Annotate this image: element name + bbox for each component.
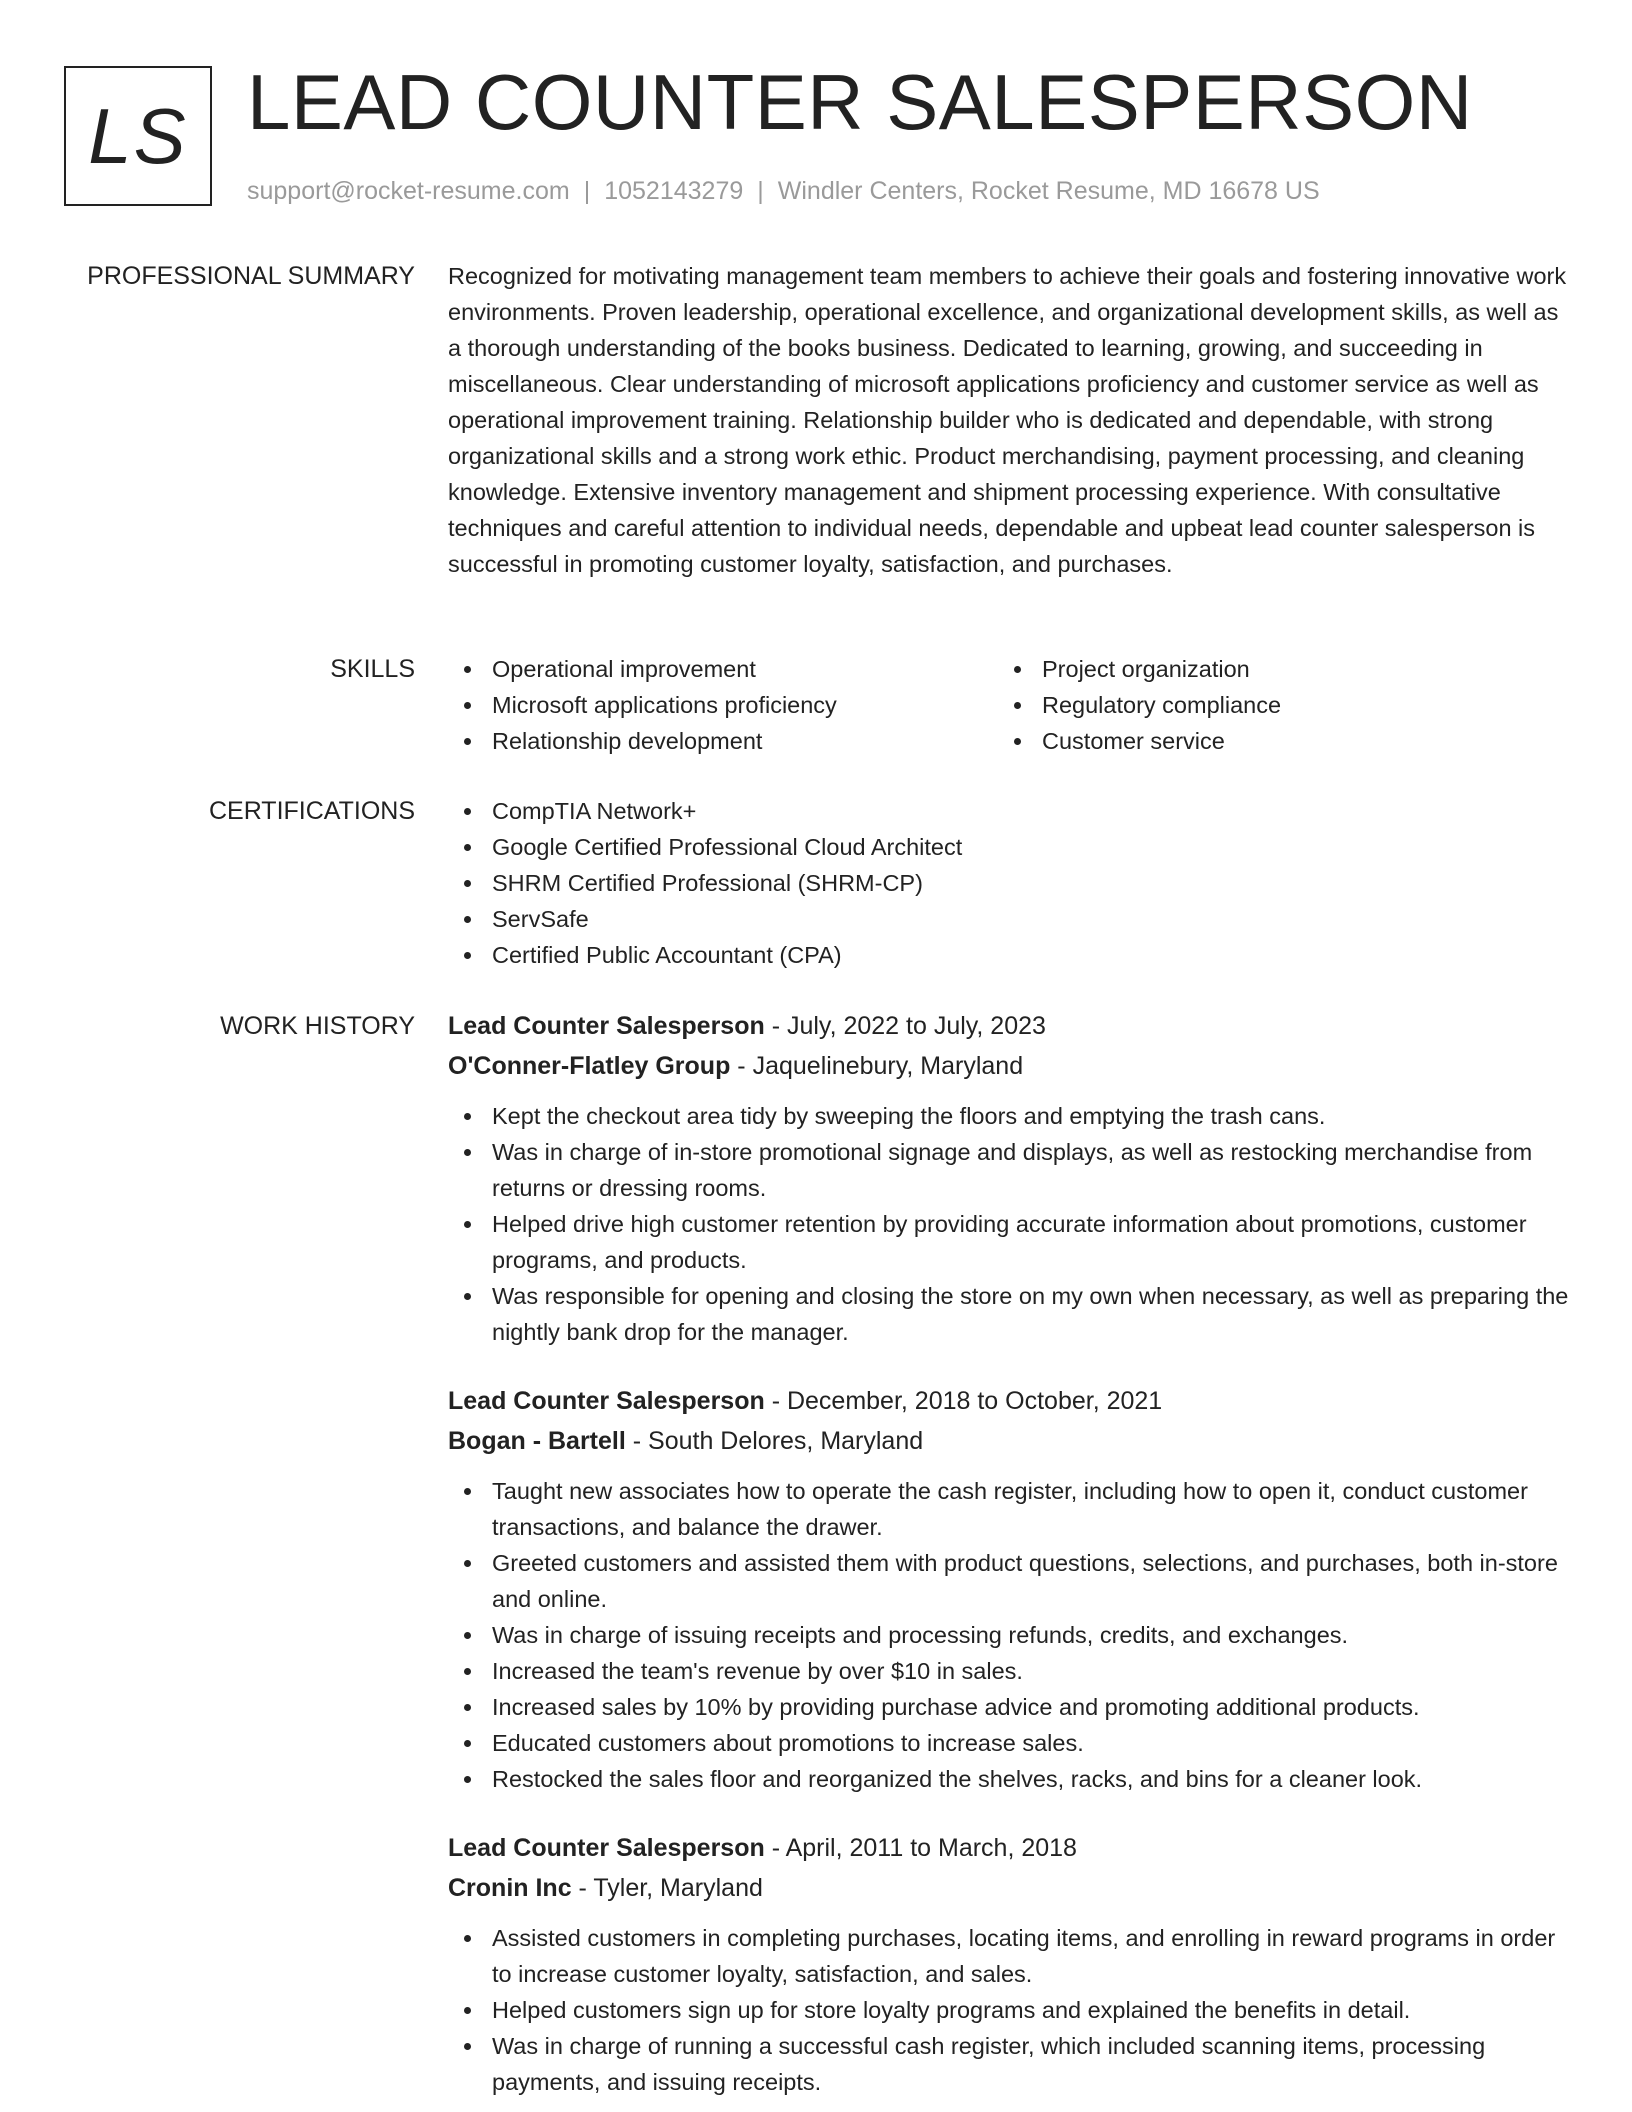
monogram-badge: LS — [64, 66, 212, 206]
list-item: Operational improvement — [448, 651, 998, 687]
contact-separator: | — [583, 177, 591, 205]
list-item: Helped drive high customer retention by providing accurate information about promotions, customer programs, and products. — [448, 1206, 1573, 1278]
job-bullets — [448, 1098, 1573, 1350]
certifications-list — [448, 793, 1573, 973]
summary-text: Recognized for motivating management team members to achieve their goals and fostering innovative work environments. Proven leadership, operational excellence, and organizational development skills, as well as a thorough understanding of the books business. Dedicated to learning, growing, and succeeding in miscellaneous. Clear understanding of microsoft applications proficiency and customer service as well as operational improvement training. Relationship builder who is dedicated and dependable, with strong organizational skills and a strong work ethic. Product merchandising, payment processing, and cleaning knowledge. Extensive inventory management and shipment processing experience. With consultative techniques and careful attention to individual needs, dependable and upbeat lead counter salesperson is successful in promoting customer loyalty, satisfaction, and purchases. — [448, 263, 1567, 577]
job-location: - Tyler, Maryland — [571, 1874, 763, 1902]
job-title-line — [448, 1381, 1573, 1421]
list-item: Customer service — [998, 723, 1548, 759]
job-location: - Jaquelinebury, Maryland — [730, 1052, 1024, 1080]
list-item: ServSafe — [448, 901, 1573, 937]
certifications-label: CERTIFICATIONS — [208, 797, 415, 825]
job-bullets — [448, 1920, 1573, 2100]
list-item: Increased the team's revenue by over $10 in sales. — [448, 1653, 1573, 1689]
job-title-line — [448, 1006, 1573, 1046]
certifications-body — [448, 793, 1573, 973]
job-title: Lead Counter Salesperson — [448, 1012, 765, 1040]
job-company: Cronin Inc — [448, 1874, 572, 1902]
job-dates: - July, 2022 to July, 2023 — [764, 1012, 1046, 1040]
skills-body — [448, 651, 1573, 759]
list-item: Google Certified Professional Cloud Architect — [448, 829, 1573, 865]
list-item: Was in charge of running a successful cash register, which included scanning items, processing payments, and issuing receipts. — [448, 2028, 1573, 2100]
contact-address: Windler Centers, Rocket Resume, MD 16678 US — [777, 177, 1320, 205]
list-item: Project organization — [998, 651, 1548, 687]
job-dates: - December, 2018 to October, 2021 — [764, 1387, 1163, 1415]
job-company: O'Conner-Flatley Group — [448, 1052, 731, 1080]
list-item: Relationship development — [448, 723, 998, 759]
summary-body — [448, 258, 1573, 582]
summary-label: PROFESSIONAL SUMMARY — [87, 262, 415, 290]
job-bullets — [448, 1473, 1573, 1797]
skills-label: SKILLS — [330, 655, 415, 683]
job-title: Lead Counter Salesperson — [448, 1387, 765, 1415]
contact-email: support@rocket-resume.com — [247, 177, 570, 205]
list-item: Certified Public Accountant (CPA) — [448, 937, 1573, 973]
list-item: Assisted customers in completing purchases, locating items, and enrolling in reward programs in order to increase customer loyalty, satisfaction, and sales. — [448, 1920, 1573, 1992]
list-item: Microsoft applications proficiency — [448, 687, 998, 723]
resume-name: LEAD COUNTER SALESPERSON — [247, 58, 1473, 146]
job-company: Bogan - Bartell — [448, 1427, 626, 1455]
list-item: Regulatory compliance — [998, 687, 1548, 723]
list-item: CompTIA Network+ — [448, 793, 1573, 829]
skills-grid — [448, 651, 1573, 759]
job-entry — [448, 1828, 1573, 2100]
job-company-line — [448, 1046, 1573, 1086]
contact-line — [247, 174, 1320, 208]
contact-separator: | — [757, 177, 764, 205]
job-company-line — [448, 1421, 1573, 1461]
list-item: Helped customers sign up for store loyalty programs and explained the benefits in detail. — [448, 1992, 1573, 2028]
job-title: Lead Counter Salesperson — [448, 1834, 765, 1862]
job-company-line — [448, 1868, 1573, 1908]
job-dates: - April, 2011 to March, 2018 — [764, 1834, 1077, 1862]
list-item: Taught new associates how to operate the cash register, including how to open it, conduct customer transactions, and balance the drawer. — [448, 1473, 1573, 1545]
list-item: Was in charge of in-store promotional signage and displays, as well as restocking merchandise from returns or dressing rooms. — [448, 1134, 1573, 1206]
contact-phone: 1052143279 — [604, 177, 744, 205]
skills-list-left — [448, 651, 998, 759]
work-body — [448, 1006, 1573, 2100]
list-item: SHRM Certified Professional (SHRM-CP) — [448, 865, 1573, 901]
job-entry — [448, 1006, 1573, 1350]
skills-list-right — [998, 651, 1548, 759]
list-item: Increased sales by 10% by providing purchase advice and promoting additional products. — [448, 1689, 1573, 1725]
list-item: Kept the checkout area tidy by sweeping the floors and emptying the trash cans. — [448, 1098, 1573, 1134]
list-item: Restocked the sales floor and reorganized the shelves, racks, and bins for a cleaner look. — [448, 1761, 1573, 1797]
work-label: WORK HISTORY — [220, 1012, 415, 1040]
list-item: Was in charge of issuing receipts and processing refunds, credits, and exchanges. — [448, 1617, 1573, 1653]
job-entry — [448, 1381, 1573, 1797]
job-title-line — [448, 1828, 1573, 1868]
list-item: Greeted customers and assisted them with product questions, selections, and purchases, both in-store and online. — [448, 1545, 1573, 1617]
job-location: - South Delores, Maryland — [625, 1427, 924, 1455]
list-item: Educated customers about promotions to increase sales. — [448, 1725, 1573, 1761]
list-item: Was responsible for opening and closing the store on my own when necessary, as well as preparing the nightly bank drop for the manager. — [448, 1278, 1573, 1350]
